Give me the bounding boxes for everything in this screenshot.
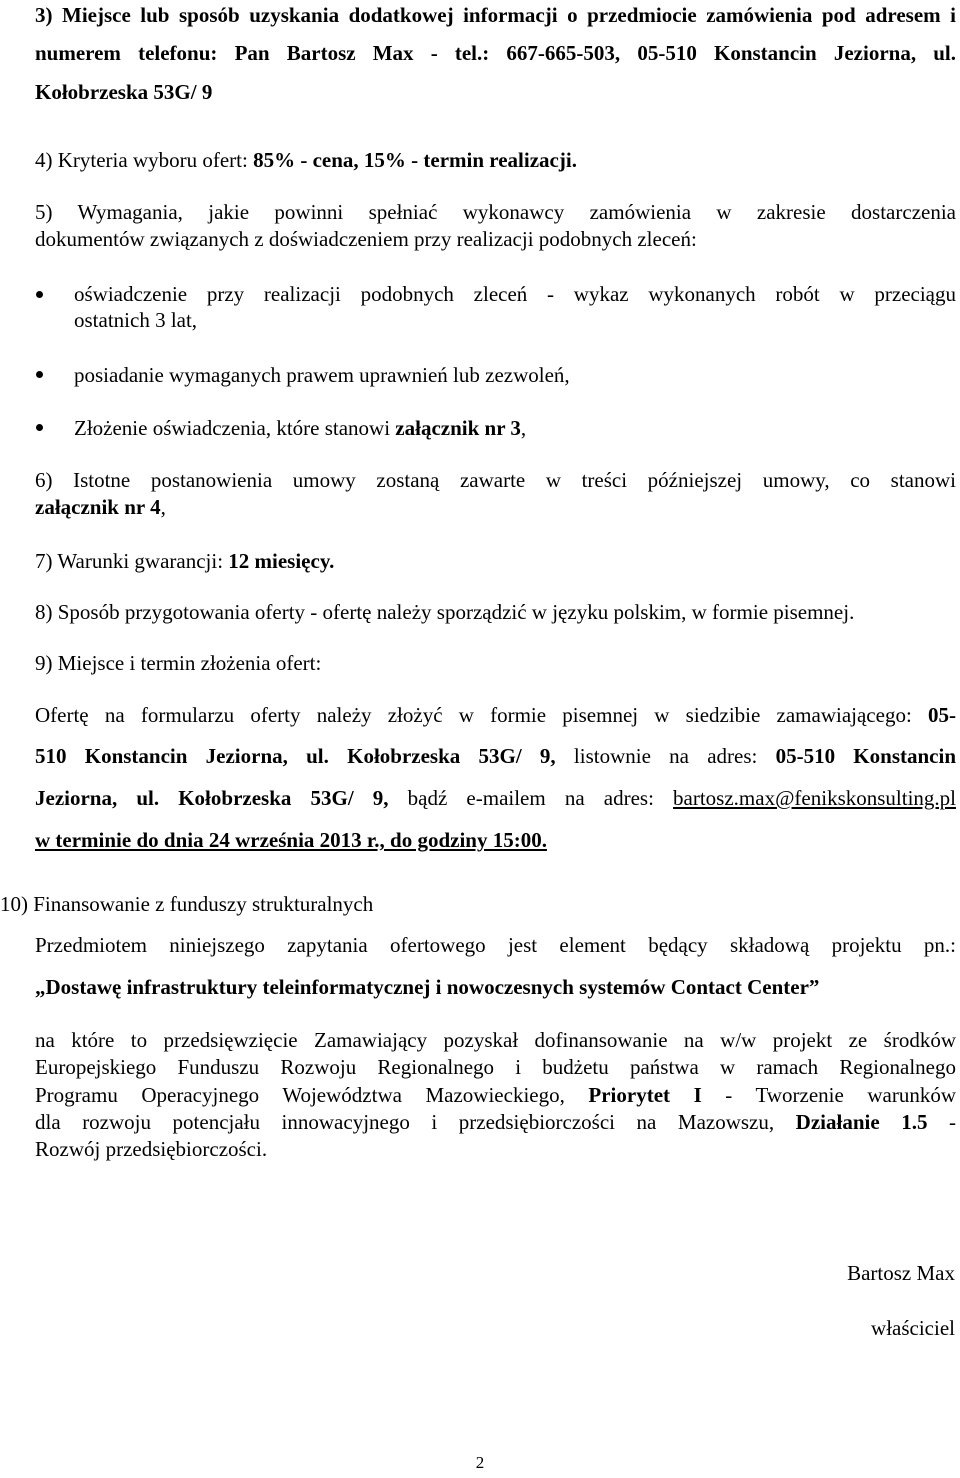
bullet-1-line-2-wrap: [74, 305, 956, 335]
section-3-line-2: numerem telefonu: Pan Bartosz Max - tel.: 667-665-503, 05-510 Konstancin Jeziorna, ul.: [35, 41, 956, 65]
section-9-line-1-wrap: Ofertę na formularzu oferty należy złożyć w formie pisemnej w siedzibie zamawiającego: 05-: [35, 703, 956, 727]
bullet-3-attachment: załącznik nr 3: [395, 416, 521, 440]
section-9-line-3-wrap: Jeziorna, ul. Kołobrzeska 53G/ 9, bądź e-mailem na adres: bartosz.max@fenikskonsulting.pl: [35, 786, 956, 810]
section-9-deadline-wrap: [35, 825, 956, 855]
bullet-3-wrap: Złożenie oświadczenia, które stanowi załącznik nr 3,: [74, 416, 527, 440]
section-4: [35, 145, 956, 175]
section-6-line-1: 6) Istotne postanowienia umowy zostaną zawarte w treści późniejszej umowy, co stanowi: [35, 468, 956, 492]
section-10-title-wrap: [0, 889, 956, 919]
section-10-p-line-2-wrap: Europejskiego Funduszu Rozwoju Regionalnego i budżetu państwa w ramach Regionalnego: [35, 1055, 956, 1079]
section-9-line-1: Ofertę na formularzu oferty należy złożyć w formie pisemnej w siedzibie zamawiającego:: [35, 703, 928, 727]
bullet-dot-1: [36, 291, 43, 298]
section-10-p-line-1-wrap: na które to przedsięwzięcie Zamawiający pozyskał dofinansowanie na w/w projekt ze środków: [35, 1028, 956, 1052]
section-6-line-1-wrap: [35, 465, 956, 495]
section-7-warranty: 12 miesięcy.: [228, 549, 335, 573]
section-7: [35, 546, 956, 576]
section-4-criteria: 85% - cena, 15% - termin realizacji.: [253, 148, 577, 172]
bullet-2: posiadanie wymaganych prawem uprawnień lub zezwoleń,: [74, 363, 570, 387]
section-5-line-1: 5) Wymagania, jakie powinni spełniać wykonawcy zamówienia w zakresie dostarczenia: [35, 200, 956, 224]
section-10-title: 10) Finansowanie z funduszy strukturalnych: [0, 892, 374, 916]
section-3-line-3: Kołobrzeska 53G/ 9: [35, 80, 213, 104]
section-3-line-2-wrap: [35, 38, 956, 68]
section-8: [35, 597, 956, 627]
section-6-line-2-wrap: załącznik nr 4,: [35, 495, 166, 519]
section-3-line-1: 3) Miejsce lub sposób uzyskania dodatkowej informacji o przedmiocie zamówienia pod adresem i: [35, 3, 956, 27]
bullet-3-text: Złożenie oświadczenia, które stanowi: [74, 416, 396, 440]
bullet-1-line-2: ostatnich 3 lat,: [74, 308, 198, 332]
signature-role: właściciel: [871, 1316, 955, 1340]
section-10-p-line-5-wrap: Rozwój przedsiębiorczości.: [35, 1137, 268, 1161]
section-6-attachment: załącznik nr 4: [35, 495, 161, 519]
section-5-line-2: dokumentów związanych z doświadczeniem przy realizacji podobnych zleceń:: [35, 227, 697, 251]
section-3: [35, 0, 956, 30]
bullet-2-wrap: [74, 360, 956, 390]
section-10-p-line-4-wrap: dla rozwoju potencjału innowacyjnego i przedsiębiorczości na Mazowszu, Działanie 1.5 -: [35, 1110, 956, 1134]
section-9-title: 9) Miejsce i termin złożenia ofert:: [35, 651, 322, 675]
section-9-line-2-wrap: 510 Konstancin Jeziorna, ul. Kołobrzeska 53G/ 9, listownie na adres: 05-510 Konstancin: [35, 744, 956, 768]
section-10-intro-wrap: [35, 930, 956, 960]
section-10-project: „Dostawę infrastruktury teleinformatycznej i nowoczesnych systemów Contact Center”: [35, 975, 820, 999]
section-8-text: 8) Sposób przygotowania oferty - ofertę należy sporządzić w języku polskim, w formie pisemnej.: [35, 600, 855, 624]
section-9-deadline: w terminie do dnia 24 września 2013 r., do godziny 15:00.: [35, 828, 547, 852]
bullet-dot-2: [36, 371, 43, 378]
section-10-project-wrap: [35, 972, 956, 1002]
section-4-label: 4) Kryteria wyboru ofert:: [35, 148, 254, 172]
email-link[interactable]: bartosz.max@fenikskonsulting.pl: [673, 786, 956, 810]
section-5-line-1-wrap: [35, 197, 956, 227]
section-10-intro: Przedmiotem niniejszego zapytania ofertowego jest element będący składową projektu pn.:: [35, 933, 956, 957]
page-number: 2: [475, 1453, 485, 1472]
bullet-1-line-1: oświadczenie przy realizacji podobnych zleceń - wykaz wykonanych robót w przeciągu: [74, 282, 956, 306]
section-3-line-3-wrap: [35, 77, 956, 107]
section-5-line-2-wrap: [35, 224, 956, 254]
section-9-title-wrap: [35, 648, 956, 678]
signature-name: Bartosz Max: [847, 1261, 955, 1285]
bullet-dot-3: [36, 424, 43, 431]
section-10-p-line-3-wrap: Programu Operacyjnego Województwa Mazowieckiego, Priorytet I - Tworzenie warunków: [35, 1083, 956, 1107]
section-7-label: 7) Warunki gwarancji:: [35, 549, 229, 573]
